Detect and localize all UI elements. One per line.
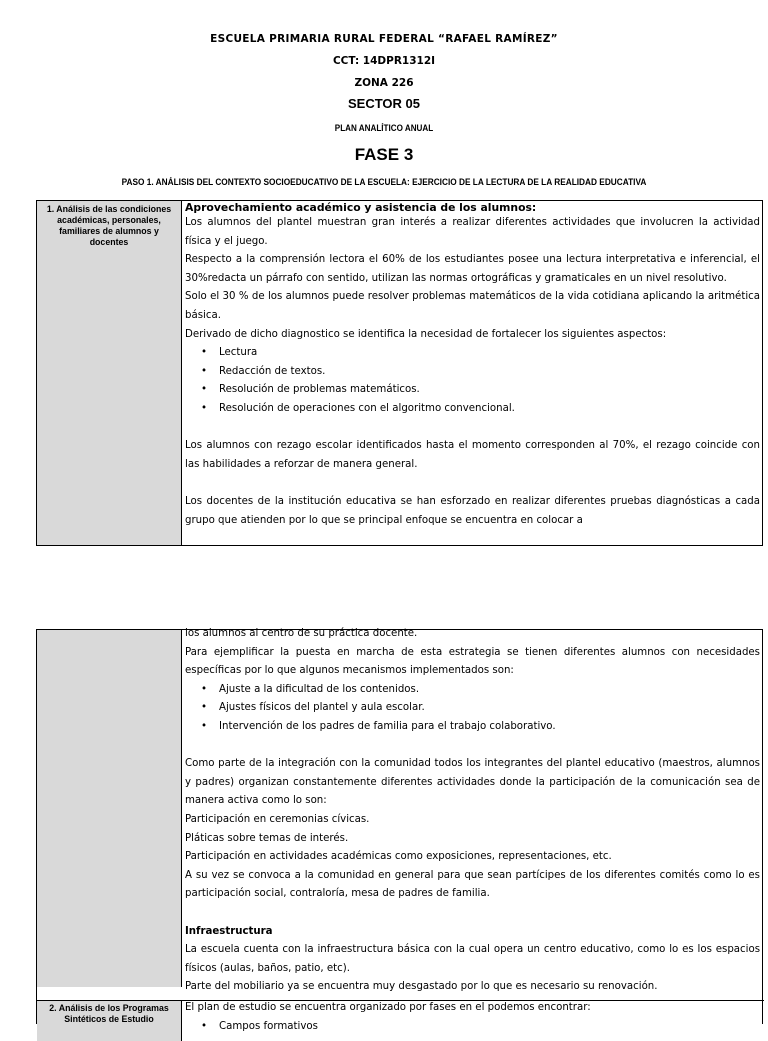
sector: SECTOR 05 [347, 96, 420, 111]
row-label-cell [37, 630, 182, 987]
paragraph: Pláticas sobre temas de interés. [185, 832, 349, 844]
infrastructure-heading: Infraestructura [185, 925, 273, 937]
paragraph: Participación en actividades académicas como exposiciones, representaciones, etc. [185, 851, 612, 863]
list-item: • Redacción de textos. [185, 363, 760, 382]
fase-title: FASE 3 [354, 145, 414, 164]
paragraph: Para ejemplificar la puesta en marcha de esta estrategia se tienen diferentes alumnos con necesidades específicas por lo que algunos mecanismos implementados son: [185, 646, 760, 677]
section1-continued-content [185, 625, 760, 997]
paragraph: Derivado de dicho diagnostico se identifica la necesidad de fortalecer los siguientes aspectos: [185, 328, 667, 340]
row-label-cell [37, 201, 182, 545]
mechanisms-list [185, 681, 760, 737]
analysis-table-page2 [36, 628, 763, 1032]
zona: ZONA 226 [354, 77, 414, 89]
section2-content [185, 999, 760, 1036]
paragraph: Respecto a la comprensión lectora el 60% de los estudiantes posee una lectura interpretativa e inferencial, el 30%redacta un párrafo con sentido, utilizan las normas ortográficas y gramaticales en un nivel resolutivo. [185, 254, 760, 284]
list-item: • Campos formativos [185, 1018, 760, 1037]
list-item: • Lectura [185, 344, 760, 363]
list-item: • Intervención de los padres de familia para el trabajo colaborativo. [185, 718, 760, 737]
plan-title: PLAN ANALÍTICO ANUAL [334, 123, 434, 133]
list-item: • Resolución de problemas matemáticos. [185, 381, 760, 400]
section1-label: 1. Análisis de las condiciones académicas, personales, familiares de alumnos y docentes [46, 204, 172, 247]
paragraph: Parte del mobiliario ya se encuentra muy desgastado por lo que es necesario su renovación. [185, 981, 658, 993]
paragraph: Los alumnos con rezago escolar identificados hasta el momento corresponden al 70%, el rezago coincide con las habilidades a reforzar de manera general. [185, 440, 760, 470]
paragraph: los alumnos al centro de su práctica docente. [185, 628, 418, 639]
list-item: • Resolución de operaciones con el algoritmo convencional. [185, 400, 760, 419]
list-item: • Ajuste a la dificultad de los contenidos. [185, 681, 760, 700]
paragraph: Participación en ceremonias cívicas. [185, 813, 370, 825]
row-label-cell [37, 1001, 182, 1041]
paragraph: Como parte de la integración con la comunidad todos los integrantes del plantel educativo (maestros, alumnos y padres) organizan constantemente diferentes actividades donde la participación de la comunicación sea de manera activa como lo son: [185, 758, 760, 807]
aspects-list [185, 344, 760, 418]
paragraph: El plan de estudio se encuentra organizado por fases en el podemos encontrar: [185, 1002, 591, 1013]
paragraph: A su vez se convoca a la comunidad en general para que sean partícipes de los diferentes comités como lo es participación social, contraloría, mesa de padres de familia. [185, 869, 760, 900]
cct-code: CCT: 14DPR1312I [332, 55, 436, 67]
school-name: ESCUELA PRIMARIA RURAL FEDERAL “RAFAEL RAMÍREZ” [210, 33, 558, 45]
section2-label: 2. Análisis de los Programas Sintéticos de Estudio [49, 1003, 169, 1024]
section1-heading: Aprovechamiento académico y asistencia de los alumnos: [185, 201, 537, 214]
section1-content [185, 201, 760, 530]
list-item: • Ajustes físicos del plantel y aula escolar. [185, 699, 760, 718]
paragraph: Los docentes de la institución educativa se han esforzado en realizar diferentes pruebas diagnósticas a cada grupo que atienden por lo que se principal enfoque se encuentra en colocar a [185, 495, 760, 526]
plan-list [185, 1018, 760, 1037]
paragraph: Solo el 30 % de los alumnos puede resolver problemas matemáticos de la vida cotidiana aplicando la aritmética básica. [185, 291, 760, 321]
paso-title: PASO 1. ANÁLISIS DEL CONTEXTO SOCIOEDUCATIVO DE LA ESCUELA: EJERCICIO DE LA LECTURA DE LA REALIDAD EDUCATIVA [121, 177, 647, 187]
paragraph: La escuela cuenta con la infraestructura básica con la cual opera un centro educativo, como lo es los espacios físicos (aulas, baños, patio, etc). [185, 944, 760, 974]
analysis-table-page1 [36, 200, 763, 546]
paragraph: Los alumnos del plantel muestran gran interés a realizar diferentes actividades que involucren la actividad física y el juego. [185, 217, 760, 247]
